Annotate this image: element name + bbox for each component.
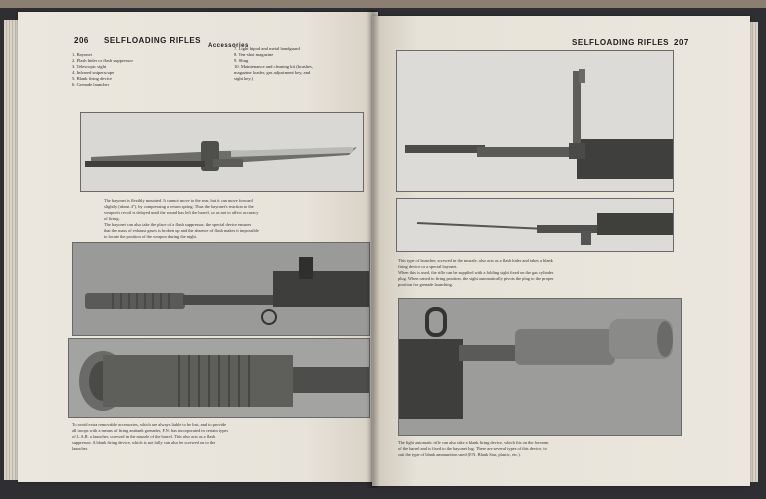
launcher-closeup-photo bbox=[68, 338, 370, 418]
accessory-item: 7. Light bipod and metal handguard bbox=[234, 46, 300, 51]
right-page-number: 207 bbox=[674, 38, 689, 47]
bayonet-illustration bbox=[81, 113, 363, 191]
accessory-item: 9. Sling bbox=[234, 58, 249, 63]
launcher-closeup-illustration bbox=[69, 339, 369, 417]
blank-firing-device-photo bbox=[398, 298, 682, 436]
spike-bayonet-illustration bbox=[397, 199, 673, 251]
folding-sight-photo bbox=[396, 50, 674, 192]
right-running-head: SELFLOADING RIFLES bbox=[572, 38, 669, 47]
accessory-item: 10. Maintenance and cleaning kit (brushes, bbox=[234, 64, 313, 69]
bayonet-photo bbox=[80, 112, 364, 192]
accessory-item: 1. Bayonet bbox=[72, 52, 92, 57]
accessory-item: sight key.) bbox=[234, 76, 254, 81]
blank-firing-caption: The light automatic rifle can also take a blank firing device, which fits on the forearm of the barrel and is fixed to the bayonet lug. There are several types of this device, to suit the type of blank ammunition used (F.N. Blank Star, plastic, etc.). bbox=[398, 440, 549, 457]
accessory-item: 4. Infrared sniperscope bbox=[72, 70, 115, 75]
spike-bayonet-photo bbox=[396, 198, 674, 252]
launcher-type-caption: This type of launcher, screwed in the muzzle, also acts as a flash hider and takes a blank firing device or a special bayonet. When this is used, the rifle can be supplied with a folding sight fixed on the gas cylinder plug. When raised to firing position, the sight automatically pivots the plug to the proper position for grenade launching. bbox=[398, 258, 554, 287]
accessory-item: 8. Ten-shot magazine bbox=[234, 52, 274, 57]
blank-firing-device-illustration bbox=[399, 299, 681, 435]
left-page bbox=[18, 12, 378, 482]
book-gutter bbox=[366, 10, 380, 488]
left-page-number: 206 bbox=[74, 36, 89, 45]
accessories-title: Accessories bbox=[208, 43, 249, 49]
bayonet-caption: The bayonet is flexibly mounted. It cannot move to the rear, but it can move forward slightly (about 4"), by compressing a return spring. Thus the bayonet's reaction to the weapon's recoil is delayed until the round has left the barrel, so as not to affect accuracy of firing. The bayonet can also take the place of a flash suppressor, the special device ensures that the mass of exhaust gases is broken up and the absence of flash makes it impossible to locate the position of the weapon during the night. bbox=[104, 198, 259, 239]
launcher-caption: To avoid extra removable accessories, which are always liable to be lost, and to provide all troops with a means of firing antitank grenades, F.N. has incorporated in certain types of L.A.R. a launcher, screwed in the muzzle of the barrel. This also acts as a flash suppressor. A blank firing device, which is not fully can also be screwed on to the launcher. bbox=[72, 422, 229, 451]
accessory-item: 5. Blank firing device bbox=[72, 76, 113, 81]
folding-sight-illustration bbox=[397, 51, 673, 191]
right-page bbox=[372, 16, 750, 486]
launcher-illustration bbox=[73, 243, 369, 335]
accessory-item: 3. Telescopic sight bbox=[72, 64, 107, 69]
launcher-photo bbox=[72, 242, 370, 336]
left-running-head: SELFLOADING RIFLES bbox=[104, 36, 201, 45]
accessory-item: 6. Grenade launcher bbox=[72, 82, 110, 87]
accessories-list-2 bbox=[234, 46, 313, 82]
accessory-item: magazine loader, gas adjustment key, and bbox=[234, 70, 311, 75]
accessory-item: 2. Flash hider or flash suppressor bbox=[72, 58, 133, 63]
accessories-list-1 bbox=[72, 52, 133, 88]
